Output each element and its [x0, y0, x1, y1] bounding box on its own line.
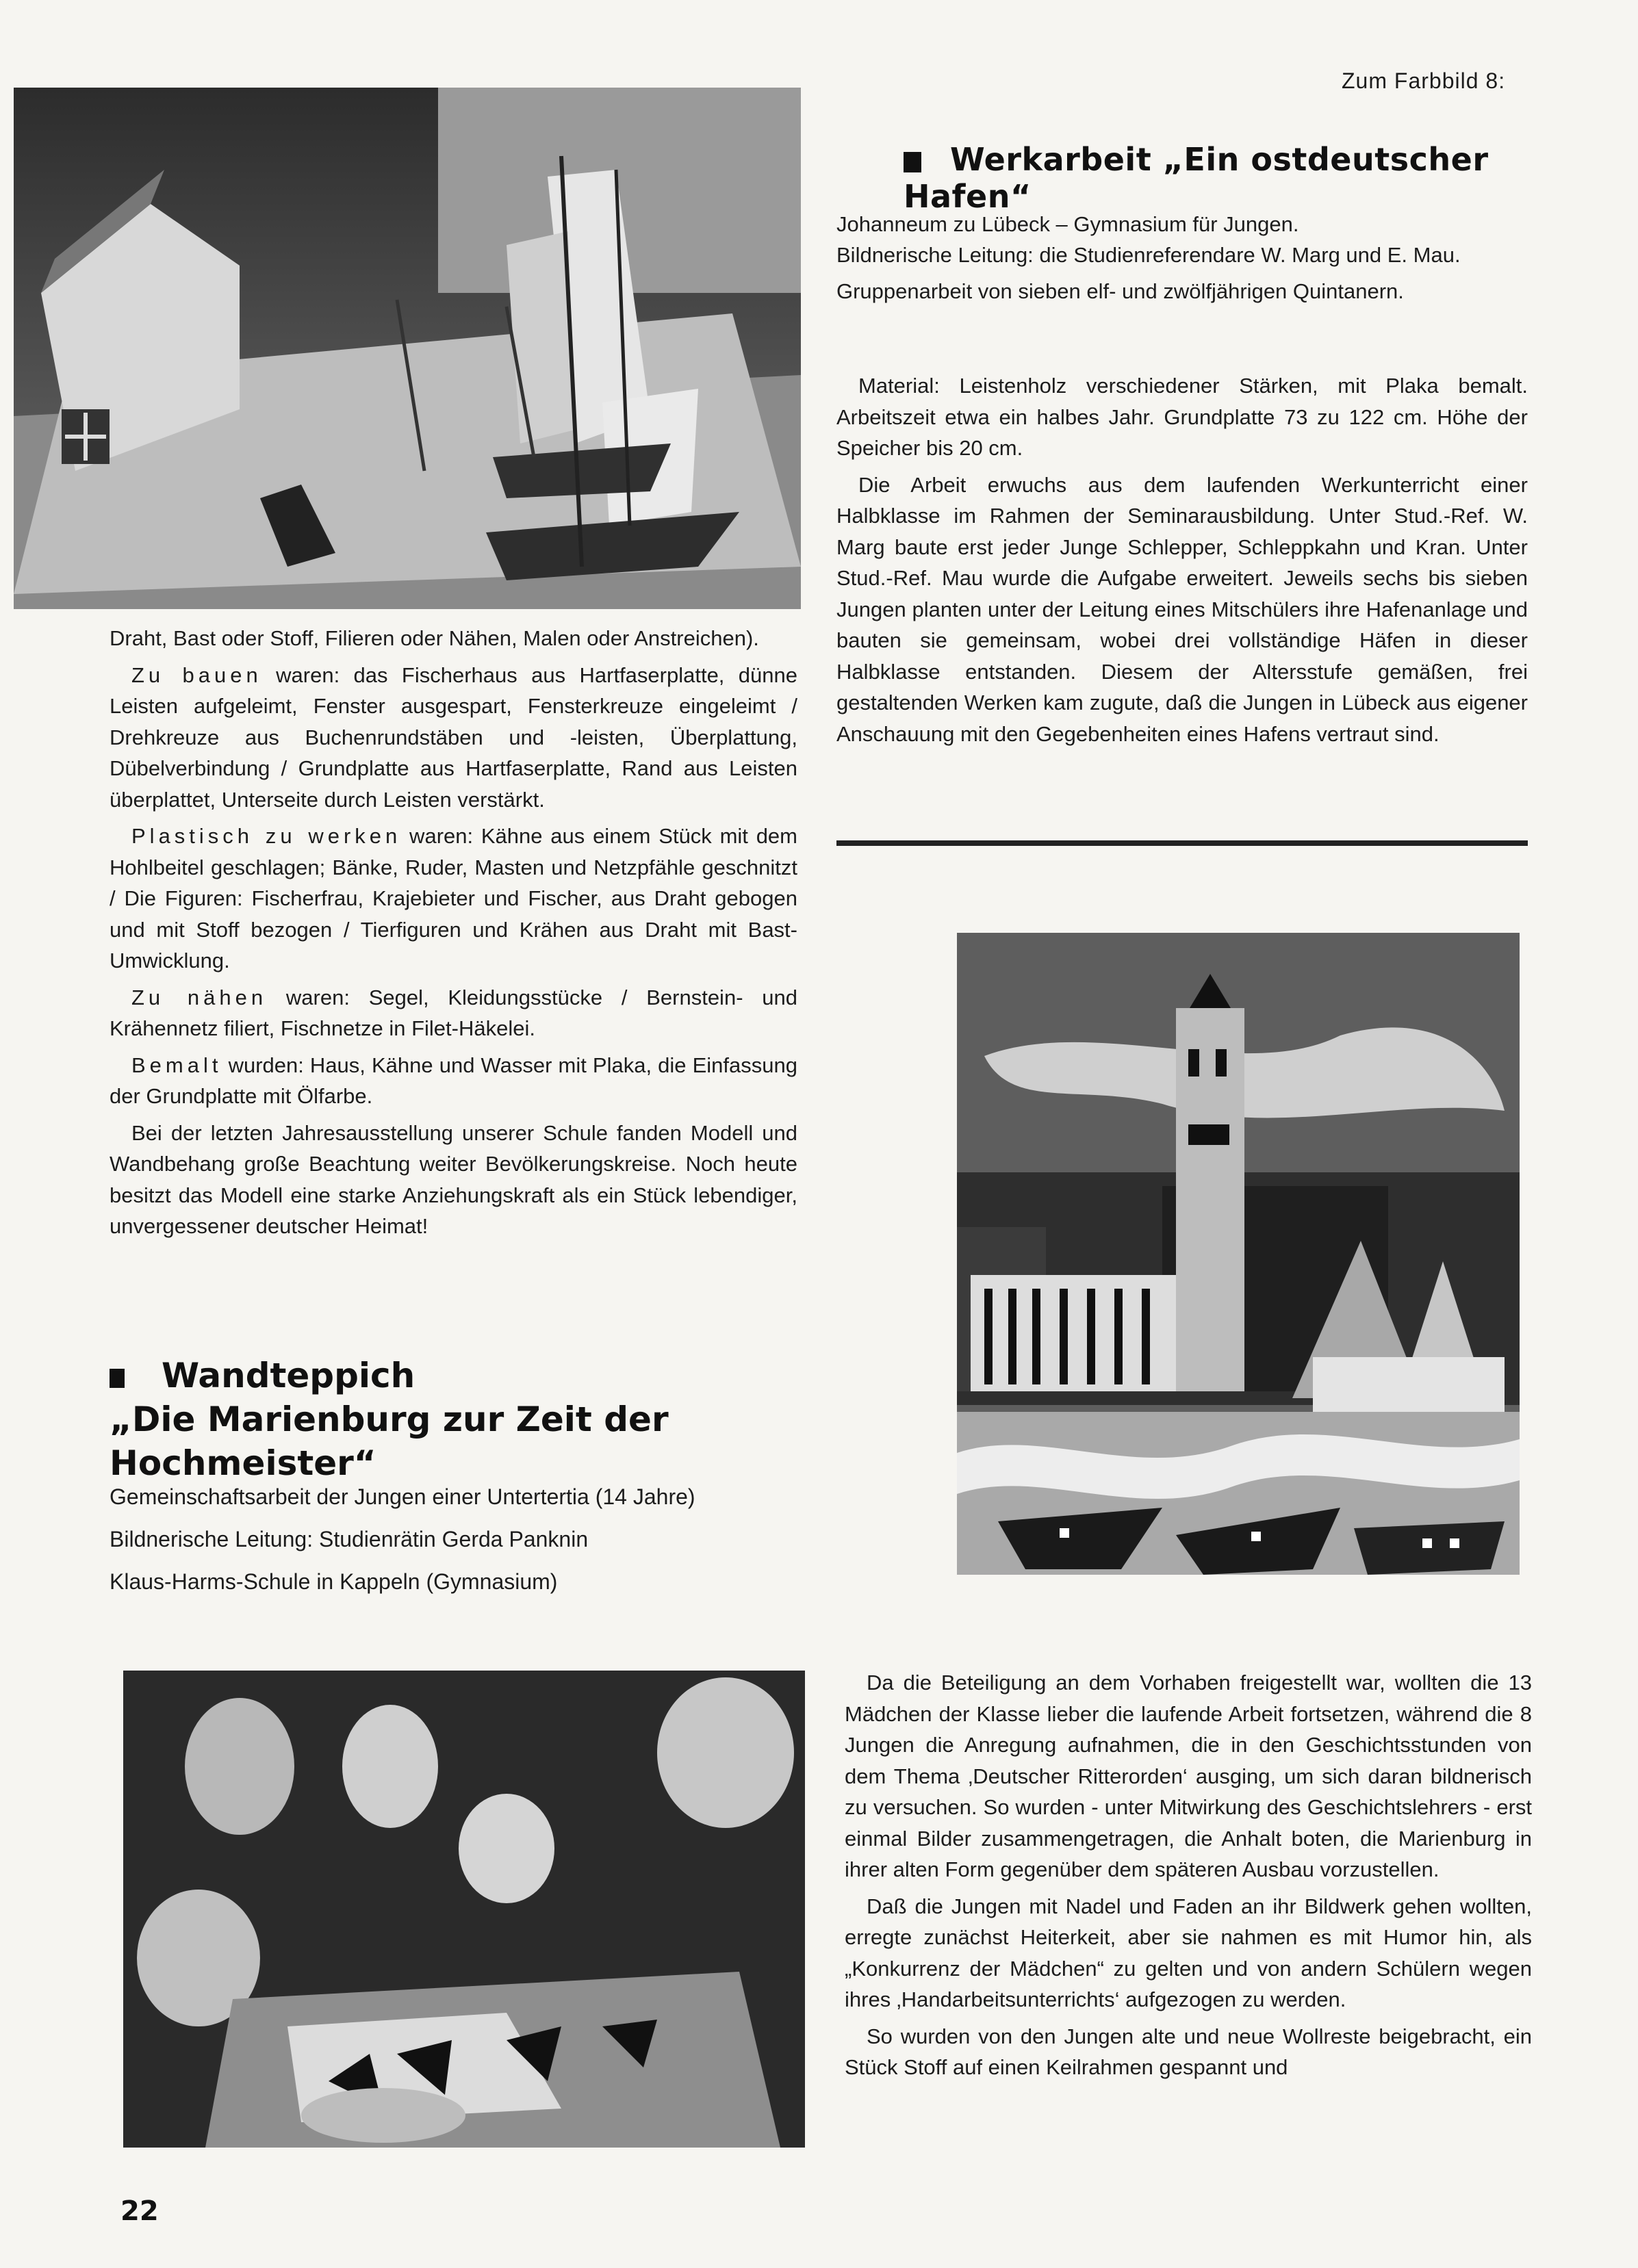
section-divider	[836, 840, 1528, 846]
wandteppich-meta	[110, 1476, 821, 1603]
werkarbeit-description: Die Arbeit erwuchs aus dem laufenden Werkunterricht einer Halbklasse im Rahmen der Seminarausbildung. Unter Stud.-Ref. W. Marg baute erst jeder Junge Schlepper, Schleppkahn und Kran. Unter Stud.-Ref. Mau wurde die Aufgabe erweitert. Jeweils sechs bis sieben Jungen planten unter der Leitung eines Mitschülers ihre Hafenanlage und bauten sie gemeinsam, wobei drei vollständige Häfen in dieser Halbklasse entstanden. Diesem der Altersstufe gemäßen, frei gestaltenden Werken kam zugute, daß die Jungen in Lübeck aus eigener Anschauung mit den Gegebenheiten eines Hafens vertraut sind.	[836, 472, 1528, 746]
right-bottom-text	[845, 1667, 1532, 2089]
wandteppich-title-line-2: „Die Marienburg zur Zeit der Hochmeister“	[110, 1400, 669, 1483]
left-column-text	[110, 623, 797, 1248]
werkarbeit-leitung: Bildnerische Leitung: die Studienreferendare W. Marg und E. Mau.	[836, 243, 1461, 267]
wandteppich-leitung: Bildnerische Leitung: Studienrätin Gerda Panknin	[110, 1527, 589, 1551]
wandteppich-heading	[110, 1354, 849, 1485]
marienburg-tapestry-illustration	[957, 933, 1520, 1575]
right-para-3: So wurden von den Jungen alte und neue Wollreste beigebracht, ein Stück Stoff auf einen Keilrahmen gespannt und	[845, 2024, 1532, 2079]
page-number: 22	[120, 2195, 159, 2227]
left-para-5: Bemalt wurden: Haus, Kähne und Wasser mit Plaka, die Einfassung der Grundplatte mit Ölfarbe.	[110, 1053, 797, 1108]
left-para-3: Plastisch zu werken waren: Kähne aus einem Stück mit dem Hohlbeitel geschlagen; Bänke, Ruder, Masten und Netzpfähle geschnitzt / Die Figuren: Fischerfrau, Krajebieter und Fischer, aus Draht gebogen und mit Stoff bezogen / Tierfiguren und Krähen aus Draht mit Bast-Umwicklung.	[110, 824, 797, 972]
harbour-model-illustration	[14, 88, 801, 609]
marienburg-tapestry-photo	[957, 933, 1520, 1575]
werkarbeit-meta	[836, 209, 1528, 307]
wandteppich-group: Gemeinschaftsarbeit der Jungen einer Untertertia (14 Jahre)	[110, 1484, 695, 1509]
left-para-4: Zu nähen waren: Segel, Kleidungsstücke / Bernstein- und Krähennetz filiert, Fischnetze in Filet-Häkelei.	[110, 985, 797, 1040]
left-para-6: Bei der letzten Jahresausstellung unserer Schule fanden Modell und Wandbehang große Beachtung weiter Bevölkerungskreise. Noch heute besitzt das Modell eine starke Anziehungskraft als ein Stück lebendiger, unvergessener deutscher Heimat!	[110, 1120, 797, 1238]
right-para-2: Daß die Jungen mit Nadel und Faden an ihr Bildwerk gehen wollten, erregte zunächst Heiterkeit, aber sie nahmen es mit Humor hin, als „Konkurrenz der Mädchen“ zu gelten und von andern Schülern wegen ihres ‚Handarbeitsunterrichts‘ aufgezogen zu werden.	[845, 1894, 1532, 2011]
werkarbeit-body	[836, 370, 1528, 755]
left-para-1: Draht, Bast oder Stoff, Filieren oder Nähen, Malen oder Anstreichen).	[110, 626, 759, 650]
harbour-model-photo	[14, 88, 801, 609]
boys-sewing-photo	[123, 1671, 805, 2148]
header-note: Zum Farbbild 8:	[1342, 68, 1506, 93]
werkarbeit-group: Gruppenarbeit von sieben elf- und zwölfjährigen Quintanern.	[836, 279, 1404, 303]
right-para-1: Da die Beteiligung an dem Vorhaben freigestellt war, wollten die 13 Mädchen der Klasse lieber die laufende Arbeit fortsetzen, während die 8 Jungen die Anregung aufnahmen, die in den Geschichtsstunden von dem Thema ‚Deutscher Ritterorden‘ ausging, um sich daran bildnerisch zu versuchen. So wurden - unter Mitwirkung des Geschichtslehrers - erst einmal Bilder zusammengetragen, die Anhalt boten, die Marienburg in ihrer alten Form gegenüber dem späteren Ausbau vorzustellen.	[845, 1671, 1532, 1881]
werkarbeit-material: Material: Leistenholz verschiedener Stärken, mit Plaka bemalt. Arbeitszeit etwa ein halbes Jahr. Grundplatte 73 zu 122 cm. Höhe der Speicher bis 20 cm.	[836, 374, 1528, 460]
wandteppich-school: Klaus-Harms-Schule in Kappeln (Gymnasium)	[110, 1569, 558, 1594]
werkarbeit-school: Johanneum zu Lübeck – Gymnasium für Jungen.	[836, 212, 1299, 236]
boys-sewing-illustration	[123, 1671, 805, 2148]
square-bullet-icon	[110, 1369, 125, 1388]
wandteppich-title-line-1: Wandteppich	[110, 1354, 849, 1397]
left-para-2: Zu bauen waren: das Fischerhaus aus Hartfaserplatte, dünne Leisten aufgeleimt, Fenster ausgespart, Fensterkreuze eingeleimt / Drehkreuze aus Buchenrundstäben und -leisten, Überplattung, Dübelverbindung / Grundplatte aus Hartfaserplatte, Rand aus Leisten überplattet, Unterseite durch Leisten verstärkt.	[110, 662, 798, 812]
werkarbeit-title: Werkarbeit „Ein ostdeutscher Hafen“	[904, 141, 1489, 215]
werkarbeit-heading	[904, 141, 1574, 215]
square-bullet-icon	[904, 152, 921, 172]
